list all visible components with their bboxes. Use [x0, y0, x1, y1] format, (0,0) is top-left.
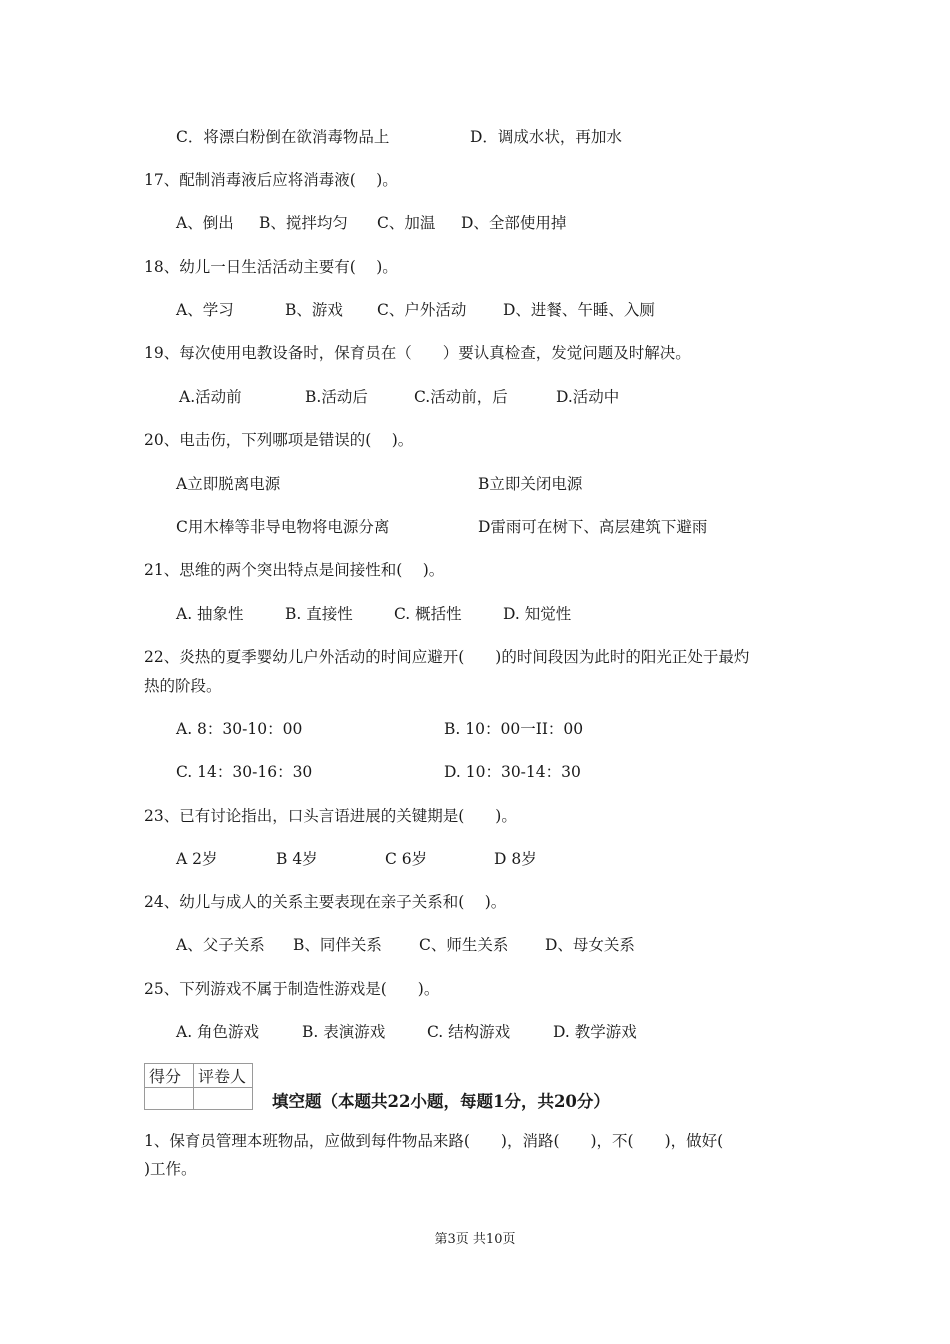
- q17-option-b: B、搅拌均匀: [259, 214, 348, 232]
- q24-option-c: C、师生关系: [419, 936, 509, 954]
- q24-option-d: D、母女关系: [545, 936, 635, 954]
- grader-label: 评卷人: [194, 1064, 253, 1088]
- q22-option-a: A. 8：30-10：00: [176, 720, 303, 738]
- q18-stem: 18、幼儿一日生活活动主要有( )。: [144, 258, 398, 276]
- q23-stem: 23、已有讨论指出，口头言语进展的关键期是( )。: [144, 807, 517, 825]
- score-cell: [145, 1088, 194, 1110]
- q17-option-d: D、全部使用掉: [461, 214, 567, 232]
- q25-option-a: A. 角色游戏: [176, 1023, 260, 1041]
- q24-stem: 24、幼儿与成人的关系主要表现在亲子关系和( )。: [144, 893, 507, 911]
- q22-stem-line2: 热的阶段。: [144, 677, 222, 695]
- q25-stem: 25、下列游戏不属于制造性游戏是( )。: [144, 980, 440, 998]
- q21-option-c: C. 概括性: [394, 605, 462, 623]
- q19-option-a: A.活动前: [179, 388, 242, 406]
- q20-option-c: C用木棒等非导电物将电源分离: [176, 518, 390, 536]
- q18-option-d: D、进餐、午睡、入厕: [503, 301, 655, 319]
- fill1-line1: 1、保育员管理本班物品，应做到每件物品来路( )，消路( )，不( )，做好(: [144, 1132, 724, 1150]
- q23-option-a: A 2岁: [176, 850, 218, 868]
- section-title: 填空题（本题共22小题，每题1分，共20分）: [272, 1092, 610, 1111]
- q19-stem: 19、每次使用电教设备时，保育员在（ ）要认真检查，发觉问题及时解决。: [144, 344, 691, 362]
- q20-option-a: A立即脱离电源: [176, 475, 281, 493]
- q22-option-c: C. 14：30-16：30: [176, 763, 313, 781]
- score-box: [144, 1063, 253, 1110]
- q25-option-b: B. 表演游戏: [302, 1023, 386, 1041]
- q20-stem: 20、电击伤，下列哪项是错误的( )。: [144, 431, 414, 449]
- q21-option-b: B. 直接性: [285, 605, 353, 623]
- q24-option-a: A、父子关系: [176, 936, 265, 954]
- q17-stem: 17、配制消毒液后应将消毒液( )。: [144, 171, 398, 189]
- q17-option-c: C、加温: [377, 214, 436, 232]
- q17-option-a: A、倒出: [176, 214, 234, 232]
- q21-stem: 21、思维的两个突出特点是间接性和( )。: [144, 561, 445, 579]
- q19-option-b: B.活动后: [305, 388, 368, 406]
- fill1-line2: )工作。: [144, 1160, 197, 1178]
- q25-option-c: C. 结构游戏: [427, 1023, 511, 1041]
- q24-option-b: B、同伴关系: [293, 936, 382, 954]
- q23-option-c: C 6岁: [385, 850, 428, 868]
- q18-option-a: A、学习: [176, 301, 234, 319]
- q23-option-b: B 4岁: [276, 850, 318, 868]
- q16-option-d: D．调成水状，再加水: [470, 128, 622, 146]
- q16-option-c: C．将漂白粉倒在欲消毒物品上: [176, 128, 390, 146]
- score-label: 得分: [145, 1064, 194, 1088]
- q19-option-d: D.活动中: [556, 388, 620, 406]
- q19-option-c: C.活动前，后: [414, 388, 508, 406]
- grader-cell: [194, 1088, 253, 1110]
- q23-option-d: D 8岁: [494, 850, 537, 868]
- q21-option-d: D. 知觉性: [503, 605, 572, 623]
- q21-option-a: A. 抽象性: [176, 605, 244, 623]
- q22-stem-line1: 22、炎热的夏季婴幼儿户外活动的时间应避开( )的时间段因为此时的阳光正处于最灼: [144, 648, 750, 666]
- q18-option-c: C、户外活动: [377, 301, 467, 319]
- q20-option-b: B立即关闭电源: [478, 475, 583, 493]
- q18-option-b: B、游戏: [285, 301, 343, 319]
- q20-option-d: D雷雨可在树下、高层建筑下避雨: [478, 518, 708, 536]
- q22-option-b: B. 10：00一II：00: [444, 720, 584, 738]
- page-footer: 第3页 共10页: [434, 1232, 516, 1247]
- q25-option-d: D. 教学游戏: [553, 1023, 637, 1041]
- q22-option-d: D. 10：30-14：30: [444, 763, 581, 781]
